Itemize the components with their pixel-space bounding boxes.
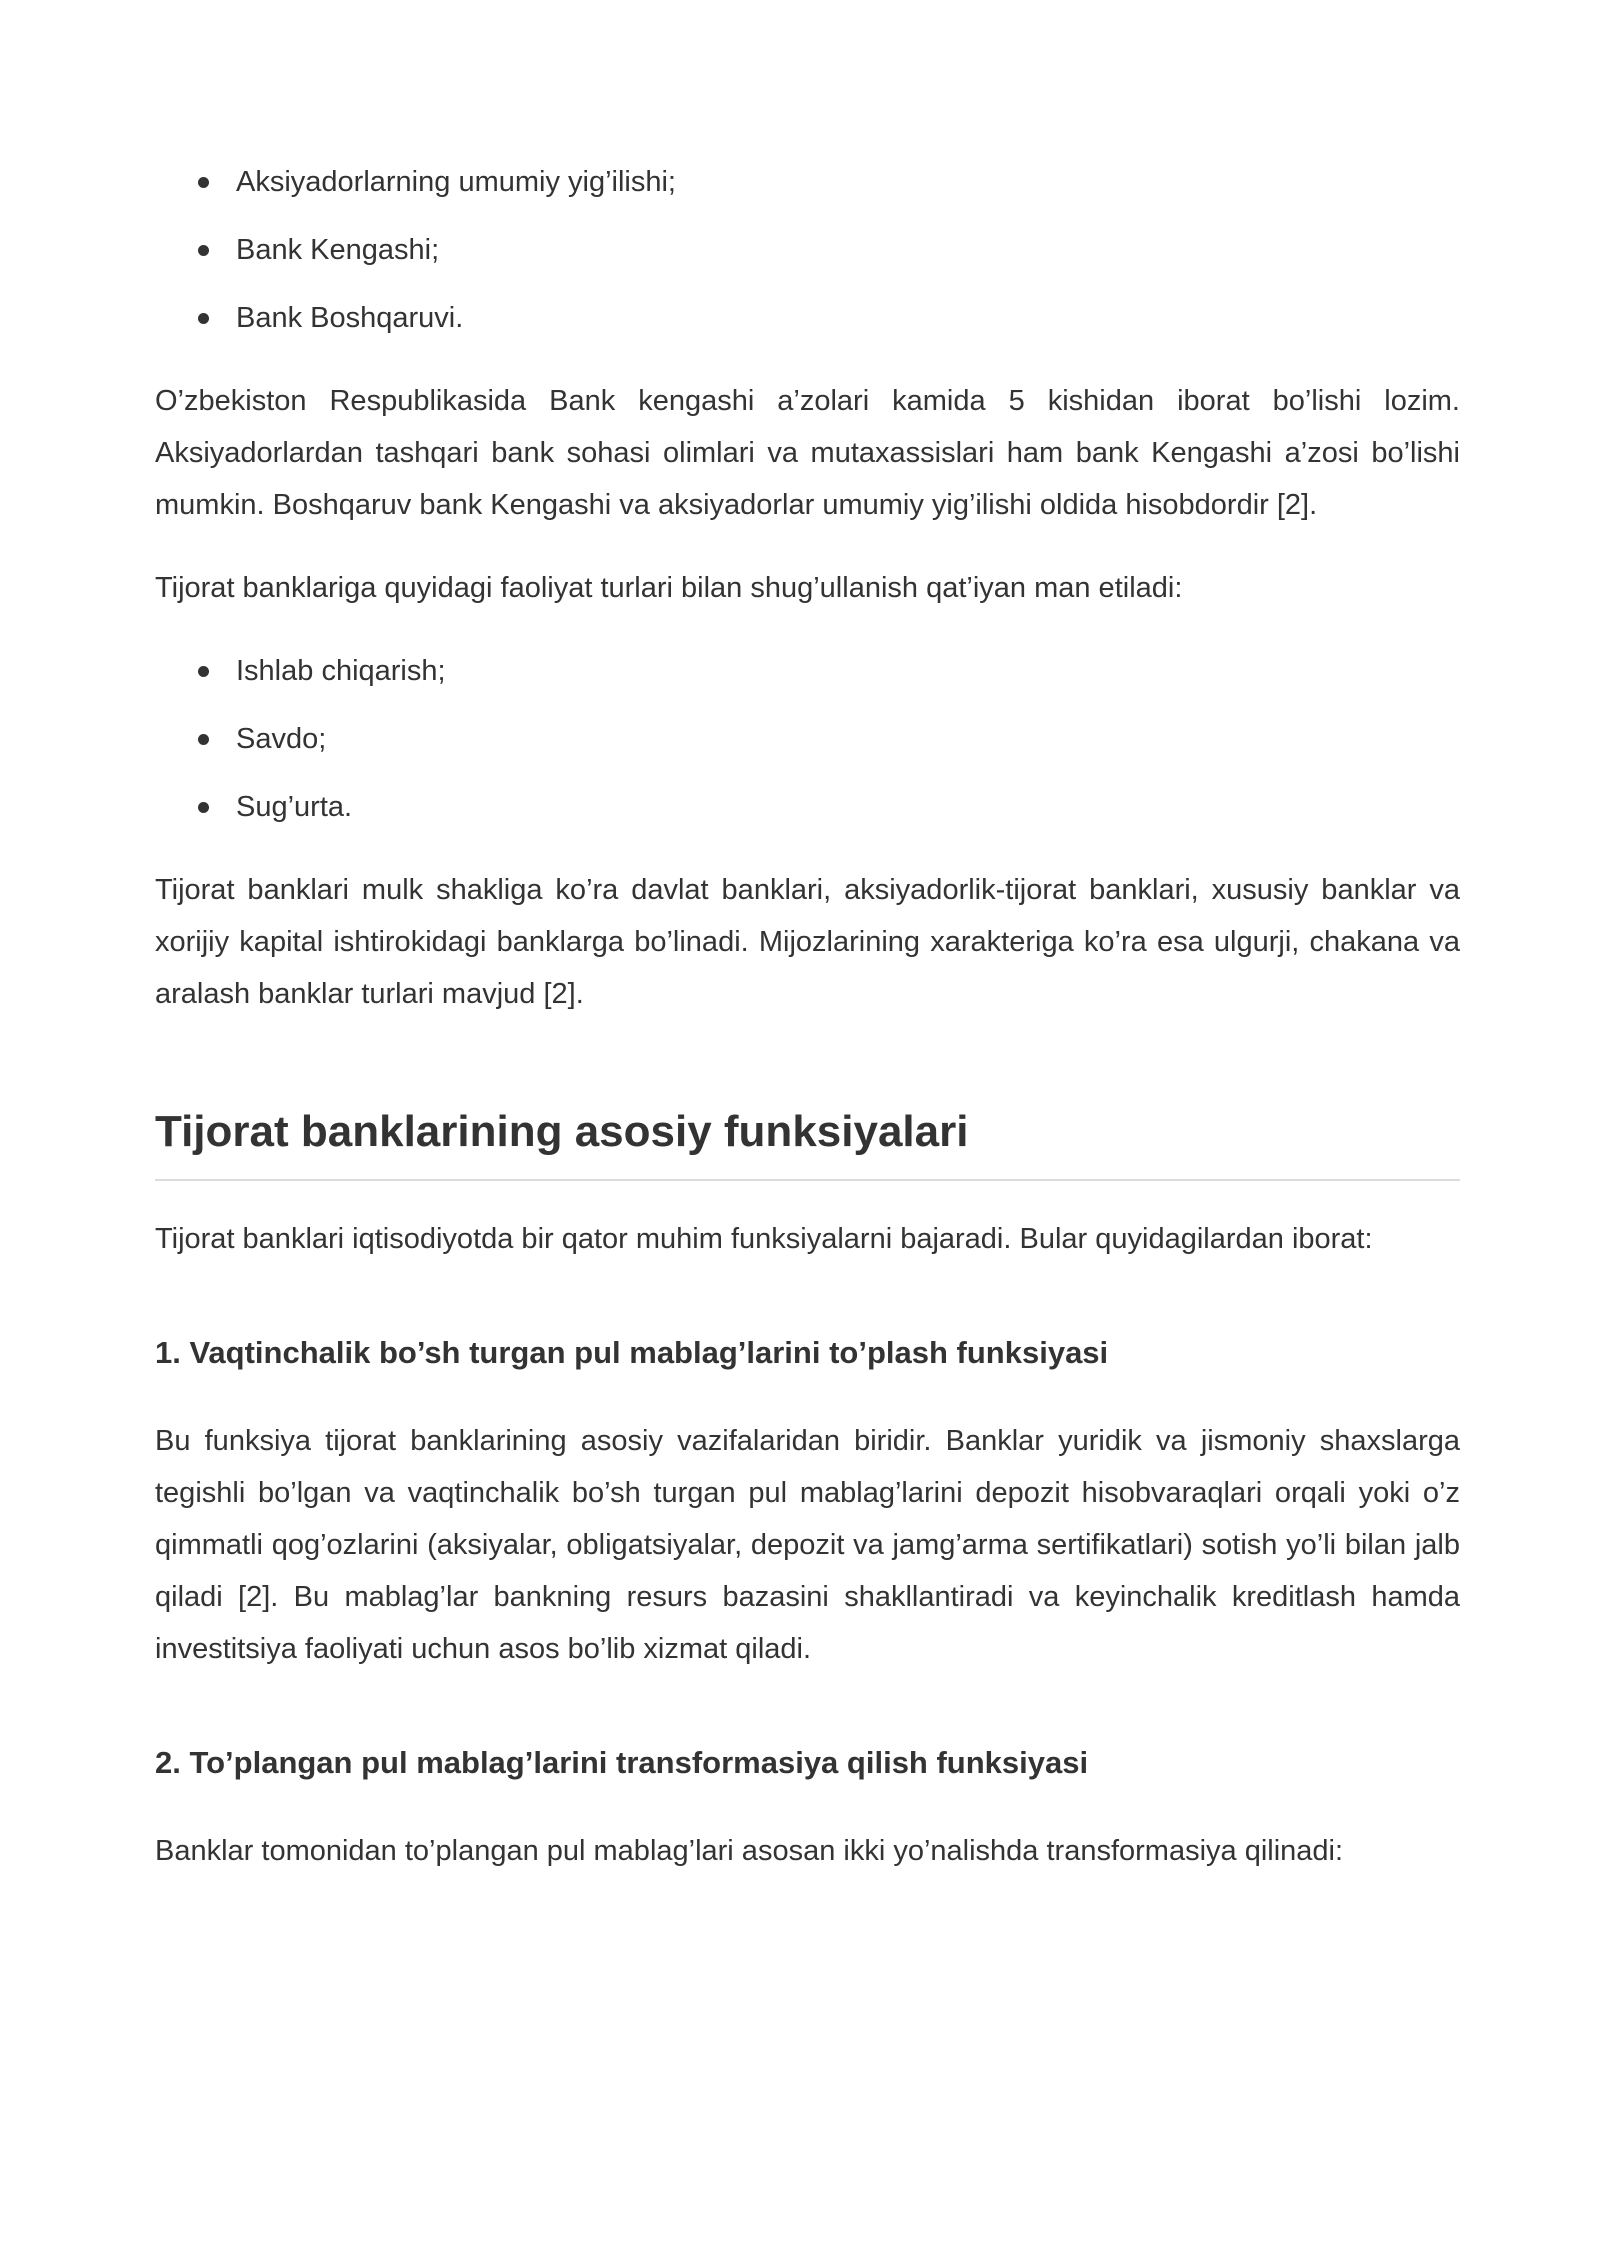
article-content <box>155 156 1460 1877</box>
bullet-icon <box>198 177 209 188</box>
list-item-text: Ishlab chiqarish; <box>236 655 446 687</box>
bullet-icon <box>198 802 209 813</box>
section-intro: Tijorat banklari iqtisodiyotda bir qator muhim funksiyalarni bajaradi. Bular quyidagilardan iborat: <box>155 1223 1373 1255</box>
paragraph-bank-types: Tijorat banklari mulk shakliga ko’ra davlat banklari, aksiyadorlik-tijorat banklari, xususiy banklar va xorijiy kapital ishtirokidagi banklarga bo’linadi. Mijozlarining xarakteriga ko’ra esa ulgurji, chakana va aralash banklar turlari mavjud [2]. <box>155 874 1460 1010</box>
subsection-body-2: Banklar tomonidan to’plangan pul mablag’lari asosan ikki yo’nalishda transformasiya qilinadi: <box>155 1835 1344 1867</box>
subsection-heading-1: 1. Vaqtinchalik bo’sh turgan pul mablag’larini to’plash funksiyasi <box>155 1335 1109 1370</box>
paragraph-board: O’zbekiston Respublikasida Bank kengashi a’zolari kamida 5 kishidan iborat bo’lishi lozim. Aksiyadorlardan tashqari bank sohasi olimlari va mutaxassislari ham bank Kengashi a’zosi bo’lishi mumkin. Boshqaruv bank Kengashi va aksiyadorlar umumiy yig’ilishi oldida hisobdordir [2]. <box>155 385 1460 521</box>
list-item <box>236 156 1460 208</box>
list-item-text: Sug’urta. <box>236 791 353 823</box>
governance-bodies-list <box>155 156 1460 344</box>
subsection-heading-2: 2. To’plangan pul mablag’larini transformasiya qilish funksiyasi <box>155 1745 1089 1780</box>
list-item <box>236 224 1460 276</box>
prohibited-activities-list <box>155 645 1460 833</box>
bullet-icon <box>198 245 209 256</box>
list-item <box>236 781 1460 833</box>
subsection-body-1: Bu funksiya tijorat banklarining asosiy vazifalaridan biridir. Banklar yuridik va jismoniy shaxslarga tegishli bo’lgan va vaqtinchalik bo’sh turgan pul mablag’larini depozit hisobvaraqlari orqali yoki o’z qimmatli qog’ozlarini (aksiyalar, obligatsiyalar, depozit va jamg’arma sertifikatlari) sotish yo’li bilan jalb qiladi [2]. Bu mablag’lar bankning resurs bazasini shakllantiradi va keyinchalik kreditlash hamda investitsiya faoliyati uchun asos bo’lib xizmat qiladi. <box>155 1425 1460 1665</box>
list-item-text: Bank Kengashi; <box>236 234 440 266</box>
list-item-text: Savdo; <box>236 723 327 755</box>
list-item-text: Aksiyadorlarning umumiy yig’ilishi; <box>236 166 676 198</box>
section-heading: Tijorat banklarining asosiy funksiyalari <box>155 1102 1460 1181</box>
list-item <box>236 645 1460 697</box>
bullet-icon <box>198 666 209 677</box>
paragraph-prohibited-intro: Tijorat banklariga quyidagi faoliyat turlari bilan shug’ullanish qat’iyan man etiladi: <box>155 572 1183 604</box>
bullet-icon <box>198 313 209 324</box>
bullet-icon <box>198 734 209 745</box>
list-item <box>236 292 1460 344</box>
list-item-text: Bank Boshqaruvi. <box>236 302 464 334</box>
list-item <box>236 713 1460 765</box>
